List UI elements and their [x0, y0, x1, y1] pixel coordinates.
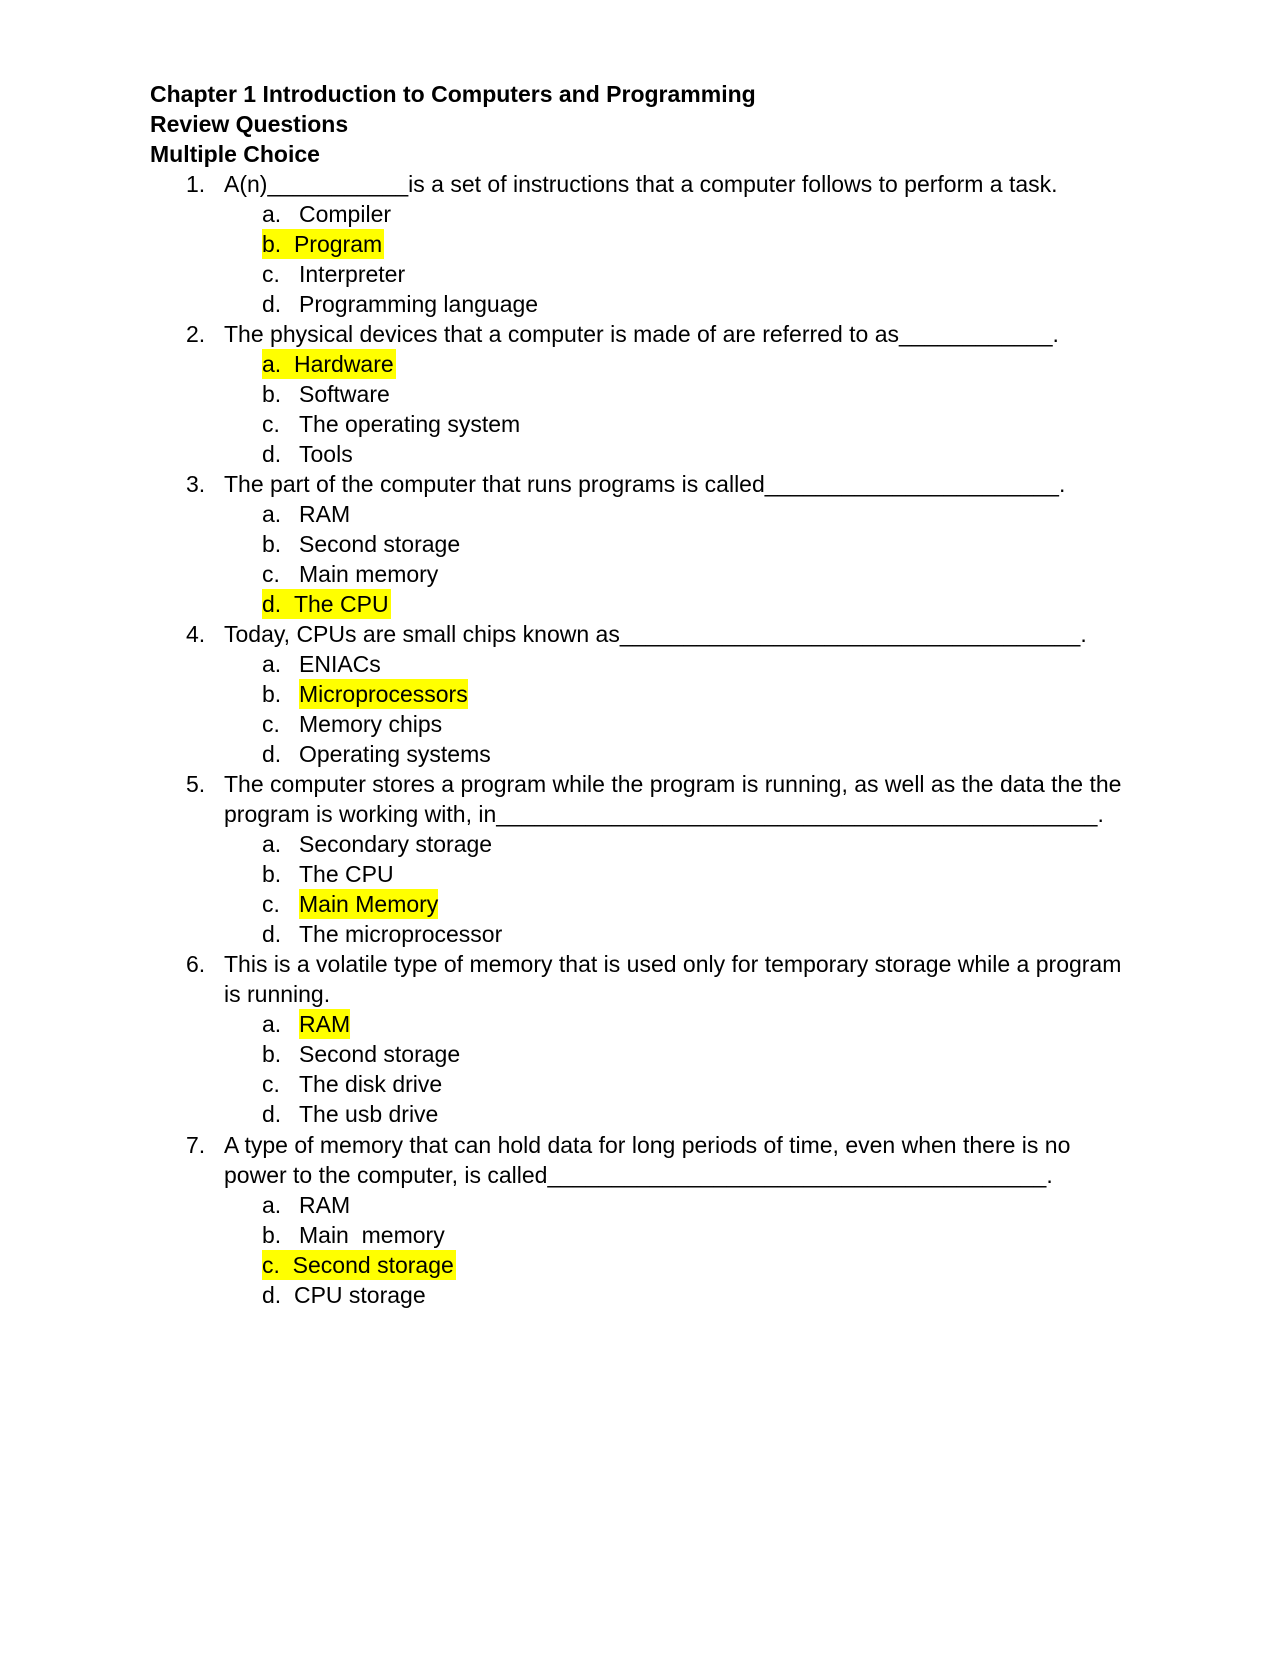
option-text: ENIACs [299, 651, 381, 677]
question-number: 5. [186, 771, 206, 797]
option-letter: d. [262, 741, 282, 767]
option-text: The disk drive [299, 1071, 443, 1097]
question-text: A type of memory that can hold data for long periods of time, even when there is no [224, 1132, 1071, 1158]
option-text: Main memory [299, 1222, 445, 1248]
answer-highlight [262, 229, 384, 259]
answer-highlight [262, 1250, 456, 1280]
option-text: CPU storage [293, 1282, 426, 1308]
option-letter: c. [262, 711, 280, 737]
option-letter: d. [262, 441, 282, 467]
option-text: Interpreter [299, 261, 406, 287]
option-letter: d. [262, 1282, 282, 1308]
question-number: 3. [186, 471, 206, 497]
option-text: Main Memory [299, 891, 439, 917]
option-letter: d. [262, 591, 282, 617]
option-text: Second storage [299, 1041, 461, 1067]
option-text: Memory chips [299, 711, 443, 737]
question-number: 7. [186, 1132, 206, 1158]
option-letter: a. [262, 1192, 282, 1218]
option-text: RAM [299, 1011, 351, 1037]
question-text: A(n)___________is a set of instructions that a computer follows to perform a task. [224, 171, 1058, 197]
option-text: Programming language [299, 291, 539, 317]
option-letter: a. [262, 501, 282, 527]
option-text: The usb drive [299, 1101, 439, 1127]
option-letter: b. [262, 861, 282, 887]
option-letter: c. [262, 411, 280, 437]
question-text: power to the computer, is called_______________________________________. [224, 1162, 1053, 1188]
option-letter: b. [262, 1041, 282, 1067]
question-number: 1. [186, 171, 206, 197]
option-letter: d. [262, 1101, 282, 1127]
option-letter: d. [262, 921, 282, 947]
option-text: Hardware [293, 351, 394, 377]
option-letter: b. [262, 231, 282, 257]
question-text: is running. [224, 981, 331, 1007]
option-letter: c. [262, 561, 280, 587]
question-number: 2. [186, 321, 206, 347]
option-text: The operating system [299, 411, 521, 437]
option-letter: c. [262, 1252, 280, 1278]
option-letter: a. [262, 201, 282, 227]
question-text: program is working with, in_______________________________________________. [224, 801, 1104, 827]
answer-highlight [262, 349, 396, 379]
question-number: 6. [186, 951, 206, 977]
option-text: The CPU [299, 861, 394, 887]
option-letter: d. [262, 291, 282, 317]
option-letter: c. [262, 891, 280, 917]
document-title: Chapter 1 Introduction to Computers and Programming [150, 81, 756, 107]
option-letter: b. [262, 681, 282, 707]
question-text: Today, CPUs are small chips known as____________________________________. [224, 621, 1087, 647]
option-letter: b. [262, 381, 282, 407]
option-text: Second storage [292, 1252, 454, 1278]
document-subtitle: Review Questions [150, 111, 349, 137]
option-letter: b. [262, 531, 282, 557]
question-text: The computer stores a program while the program is running, as well as the data the the [224, 771, 1122, 797]
option-text: Second storage [299, 531, 461, 557]
option-letter: a. [262, 351, 282, 377]
option-text: RAM [299, 1192, 351, 1218]
option-text: Compiler [299, 201, 392, 227]
option-text: RAM [299, 501, 351, 527]
option-text: Microprocessors [299, 681, 468, 707]
option-text: Tools [299, 441, 353, 467]
question-text: This is a volatile type of memory that is used only for temporary storage while a program [224, 951, 1122, 977]
answer-highlight [262, 589, 391, 619]
option-item [262, 1280, 426, 1310]
option-letter: b. [262, 1222, 282, 1248]
option-text: Program [293, 231, 383, 257]
option-letter: a. [262, 831, 282, 857]
option-text: Main memory [299, 561, 439, 587]
option-text: Software [299, 381, 390, 407]
option-letter: a. [262, 651, 282, 677]
option-letter: a. [262, 1011, 282, 1037]
option-letter: c. [262, 261, 280, 287]
question-text: The part of the computer that runs programs is called_______________________. [224, 471, 1066, 497]
question-number: 4. [186, 621, 206, 647]
question-text: The physical devices that a computer is made of are referred to as____________. [224, 321, 1059, 347]
option-text: Operating systems [299, 741, 491, 767]
section-heading: Multiple Choice [150, 141, 320, 167]
option-text: Secondary storage [299, 831, 493, 857]
option-letter: c. [262, 1071, 280, 1097]
option-text: The CPU [293, 591, 389, 617]
option-text: The microprocessor [299, 921, 503, 947]
